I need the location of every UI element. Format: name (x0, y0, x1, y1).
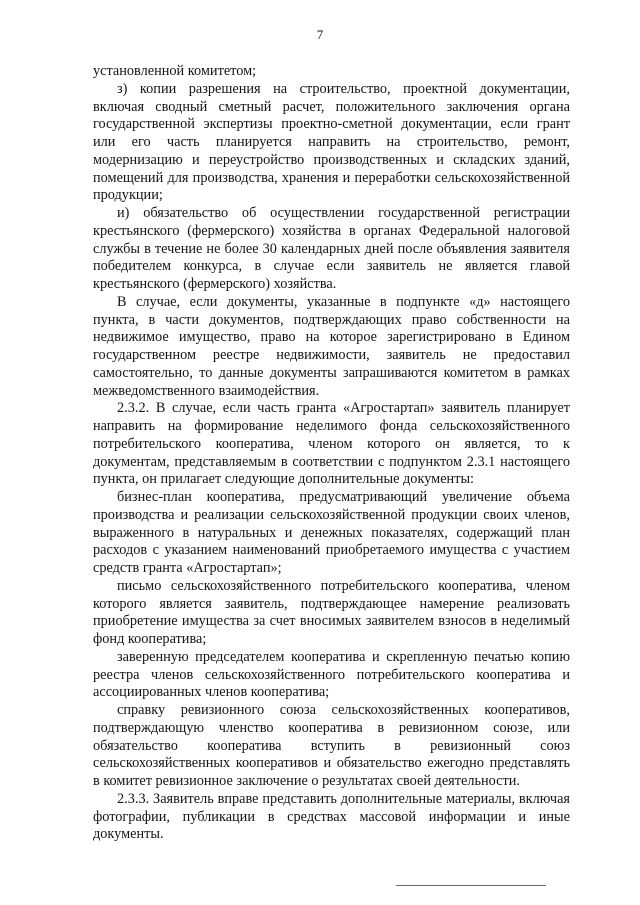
paragraph-members-register: заверенную председателем кооператива и скрепленную печатью копию реестра членов сельскохозяйственного потребительского кооператива и ассоциированных членов кооператива; (93, 648, 570, 701)
paragraph-2-3-3: 2.3.3. Заявитель вправе представить дополнительные материалы, включая фотографии, публикации в средствах массовой информации и иные документы. (93, 790, 570, 843)
document-body (93, 63, 570, 844)
paragraph-business-plan: бизнес-план кооператива, предусматривающий увеличение объема производства и реализации сельскохозяйственной продукции своих членов, выраженного в натуральных и денежных показателях, содержащий план расходов с указанием наименований приобретаемого имущества с участием средств гранта «Агростартап»; (93, 489, 570, 576)
paragraph-audit-union-certificate: справку ревизионного союза сельскохозяйственных кооперативов, подтверждающую членство кооператива в ревизионном союзе, или обязательство кооператива вступить в ревизионный союз сельскохозяйственных кооперативов и обязательство ежегодно представлять в комитет ревизионное заключение о результатах своей деятельности. (93, 702, 570, 789)
paragraph-2-3-2: 2.3.2. В случае, если часть гранта «Агростартап» заявитель планирует направить на формирование неделимого фонда сельскохозяйственного потребительского кооператива, членом которого он является, то к документам, представляемым в соответствии с подпунктом 2.3.1 настоящего пункта, он прилагает следующие дополнительные документы: (93, 400, 570, 488)
paragraph-item-i: и) обязательство об осуществлении государственной регистрации крестьянского (фермерского) хозяйства в органах Федеральной налоговой службы в течение не более 30 календарных дней после объявления заявителя победителем конкурса, в случае если заявитель не является главой крестьянского (фермерского) хозяйства. (93, 205, 570, 292)
footer-divider (396, 885, 546, 886)
page-number: 7 (316, 27, 324, 42)
paragraph-continuation: установленной комитетом; (93, 63, 257, 79)
paragraph-interagency-request: В случае, если документы, указанные в подпункте «д» настоящего пункта, в части документов, подтверждающих право собственности на недвижимое имущество, право на которое зарегистрировано в Едином государственном реестре недвижимости, заявитель не предоставил самостоятельно, то данные документы запрашиваются комитетом в рамках межведомственного взаимодействия. (93, 293, 570, 399)
paragraph-cooperative-letter: письмо сельскохозяйственного потребительского кооператива, членом которого является заявитель, подтверждающее намерение реализовать приобретение имущества за счет вносимых заявителем взносов в неделимый фонд кооператива; (93, 577, 570, 647)
paragraph-item-z: з) копии разрешения на строительство, проектной документации, включая сводный сметный расчет, положительного заключения органа государственной экспертизы проектно-сметной документации, если грант или его часть планируется направить на строительство, ремонт, модернизацию и переустройство производственных и складских зданий, помещений для производства, хранения и переработки сельскохозяйственной продукции; (93, 80, 570, 204)
